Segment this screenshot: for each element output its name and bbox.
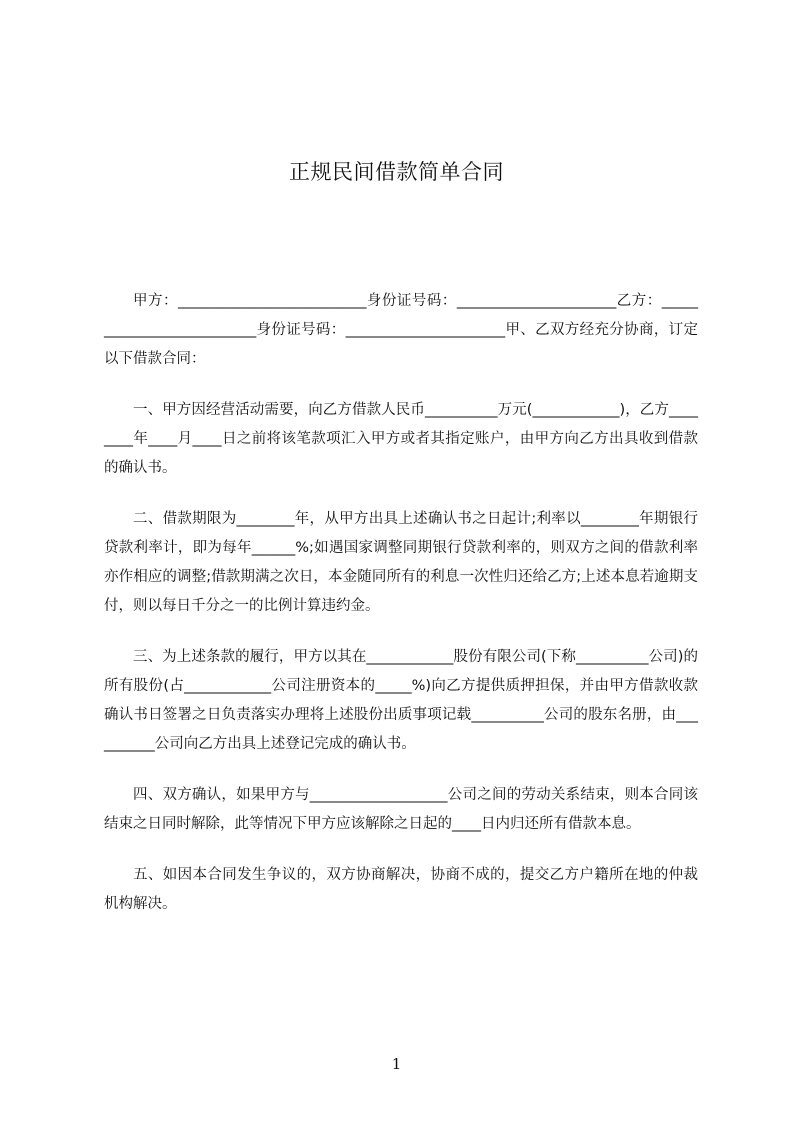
paragraph-clause-5: 五、如因本合同发生争议的，双方协商解决，协商不成的，提交乙方户籍所在地的仲裁机构解决。	[104, 867, 698, 912]
paragraph-clause-4: 四、双方确认，如果甲方与___________________公司之间的劳动关系结束，则本合同该结束之日同时解除，此等情况下甲方应该解除之日起的____日内归还所有借款本息。	[104, 787, 698, 832]
document-title: 正规民间借款简单合同	[289, 160, 504, 185]
page-number: 1	[391, 1055, 402, 1073]
paragraph-clause-2: 二、借款期限为________年，从甲方出具上述确认书之日起计;利率以________年期银行贷款利率计，即为每年______%;如遇国家调整同期银行贷款利率的，则双方之间的借款利率亦作相应的调整;借款期满之次日，本金随同所有的利息一次性归还给乙方;上述本息若逾期支付，则以每日千分之一的比例计算违约金。	[104, 511, 698, 614]
paragraph-parties: 甲方：__________________________身份证号码：______________________乙方：__________________________身份证号码：______________________甲、乙双方经充分协商，订定以下借款合同：	[104, 293, 698, 367]
paragraph-clause-1: 一、甲方因经营活动需要，向乙方借款人民币__________万元(____________)，乙方________年____月____日之前将该笔款项汇入甲方或者其指定账户，由甲方向乙方出具收到借款的确认书。	[104, 402, 698, 476]
paragraph-clause-3: 三、为上述条款的履行，甲方以其在____________股份有限公司(下称__________公司)的所有股份(占____________公司注册资本的_____%)向乙方提供质押担保，并由甲方借款收款确认书日签署之日负责落实办理将上述股份出质事项记载__________公司的股东名册，由__________公司向乙方出具上述登记完成的确认书。	[104, 649, 698, 752]
document-body	[104, 287, 698, 941]
